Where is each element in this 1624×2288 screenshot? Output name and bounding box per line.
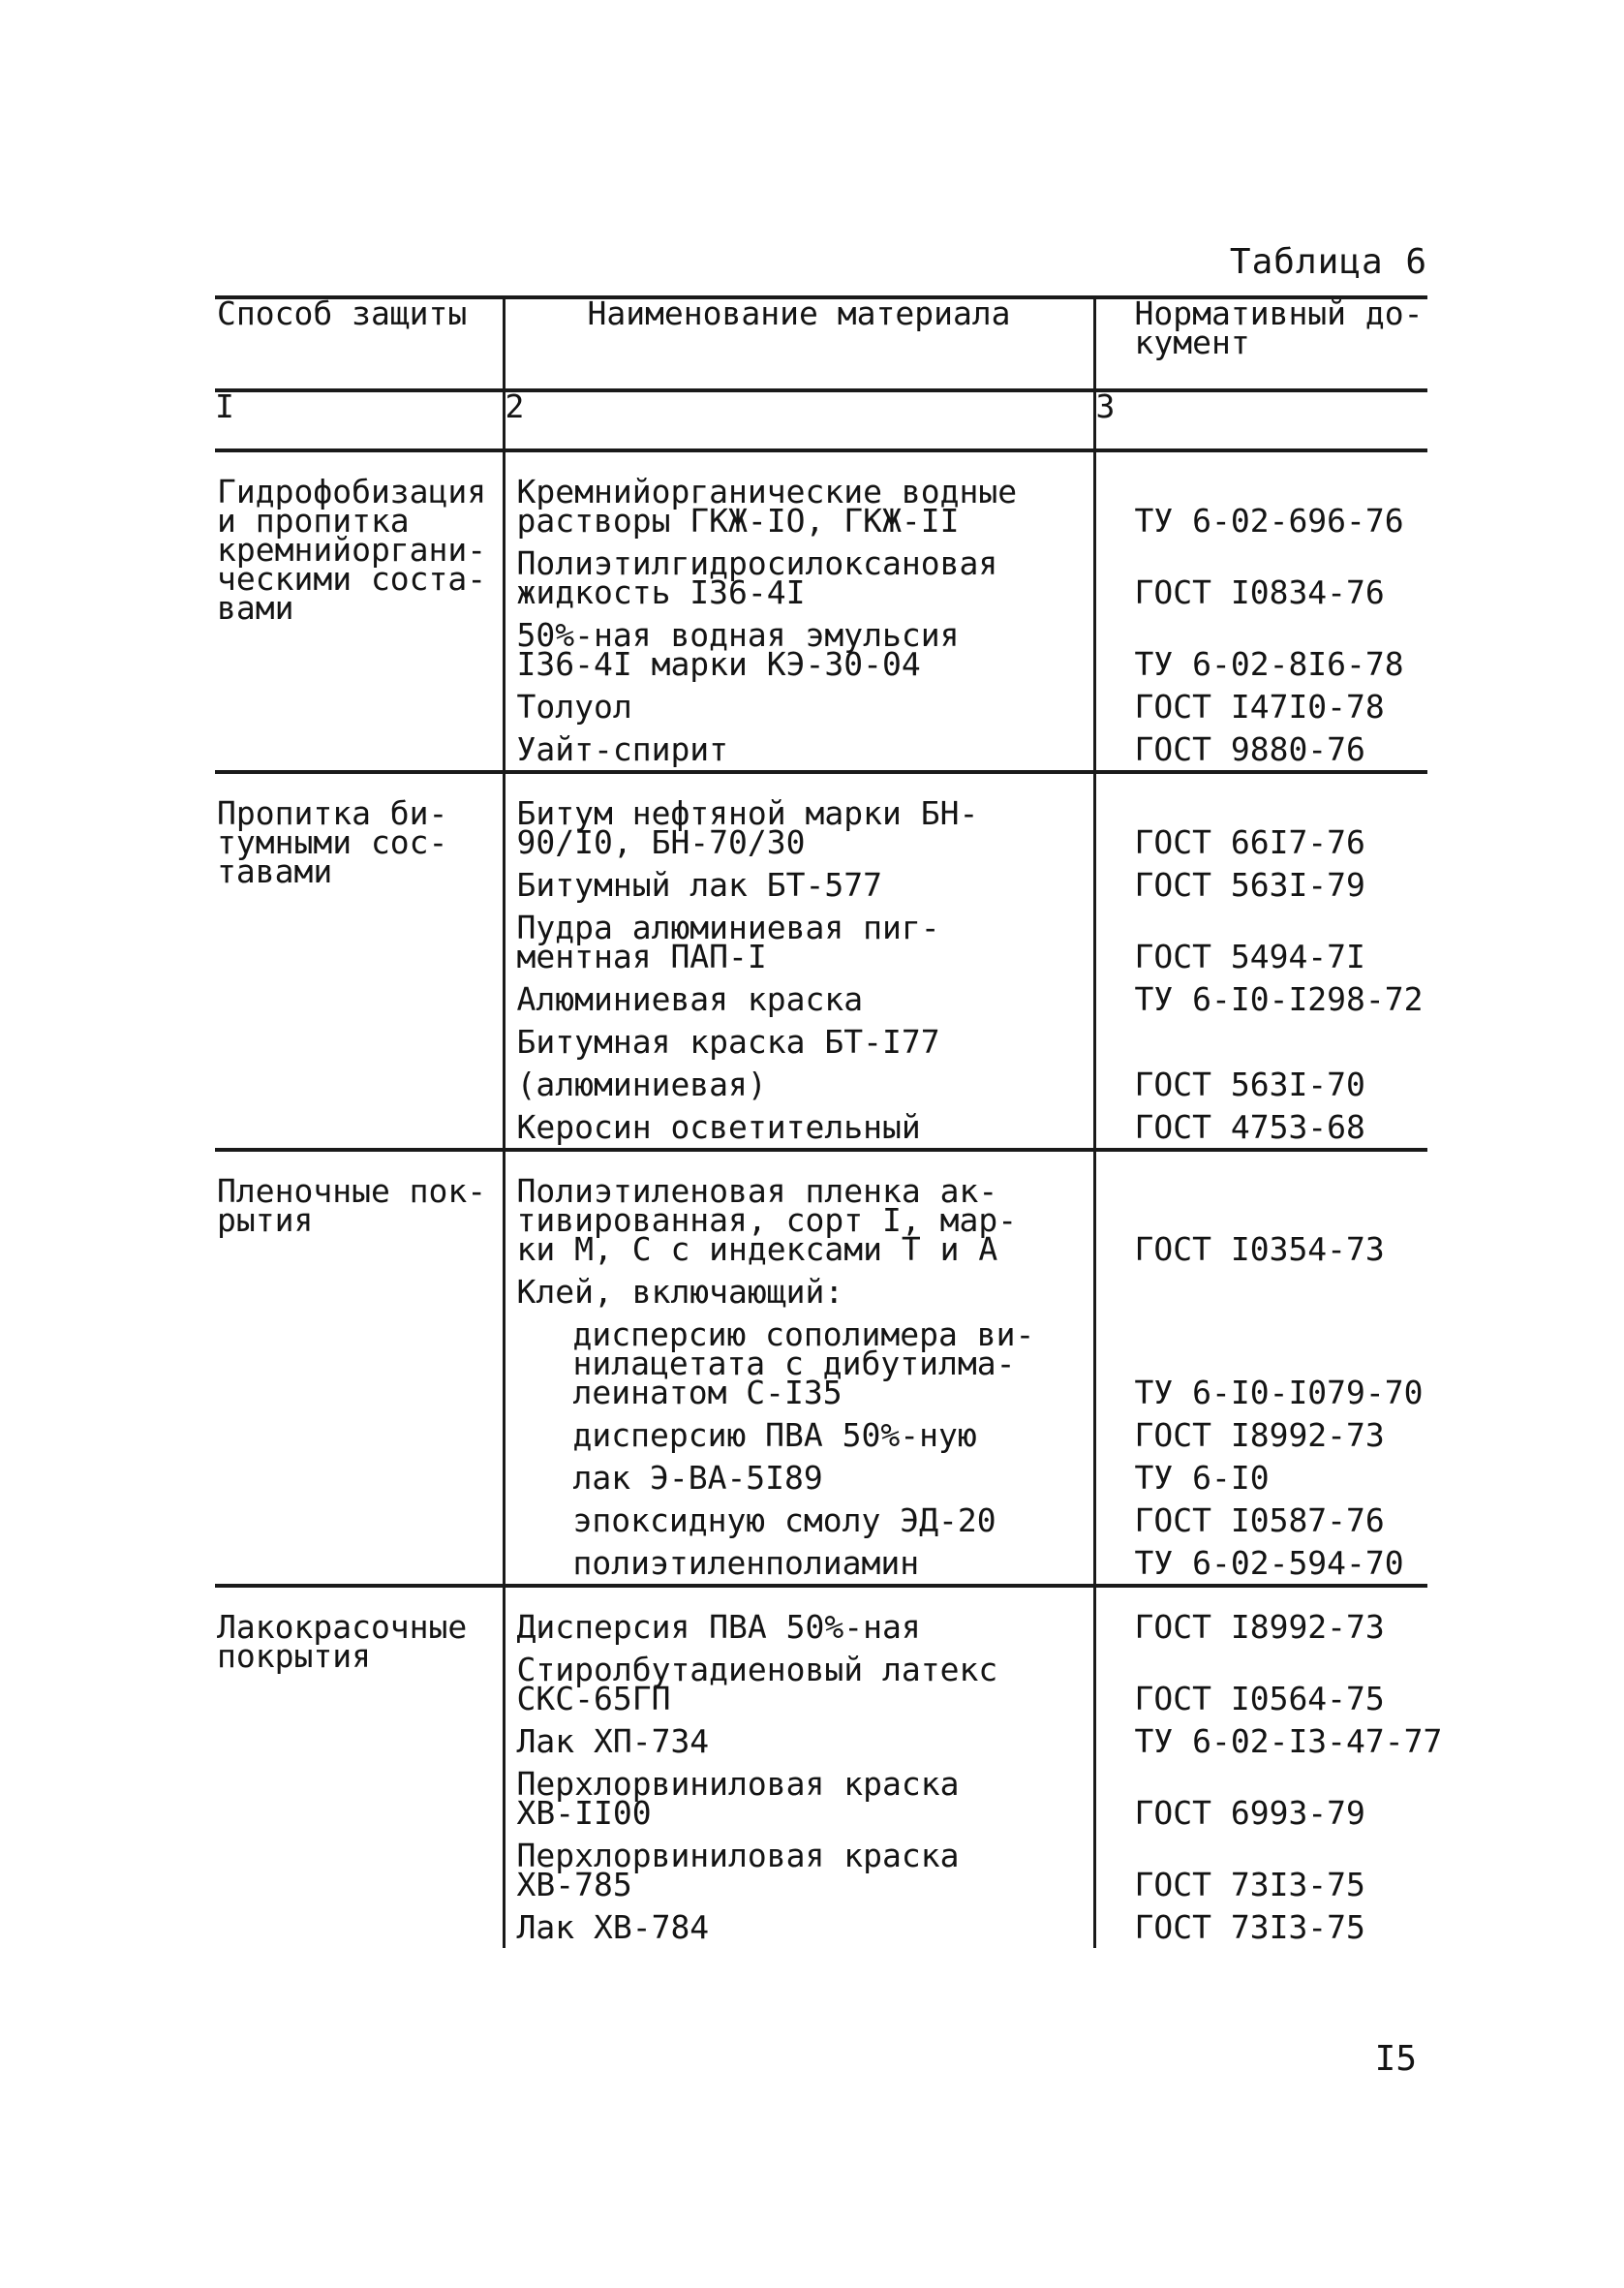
material-item: [517, 1315, 1080, 1411]
column-number: I: [215, 390, 504, 450]
table-caption: Таблица 6: [1229, 242, 1427, 282]
material-item: [516, 794, 1080, 861]
normative-doc-text: ГОСТ I47I0-78: [1134, 688, 1385, 726]
material-text-line: Толуол: [516, 688, 632, 726]
material-text-line: Полиэтиленовая пленка ак-: [516, 1172, 998, 1210]
material-item: [516, 1837, 1080, 1903]
material-text-line: Битумная краска БТ-I77: [516, 1023, 940, 1061]
material-item: [516, 473, 1080, 540]
header-protection-method: Способ защиты: [215, 297, 504, 390]
material-text-line: ХВ-785: [516, 1866, 632, 1903]
normative-doc-text: ТУ 6-I0: [1134, 1459, 1270, 1497]
material-item: [516, 544, 1080, 611]
material-item: [516, 980, 1080, 1018]
material-text-line: СКС-65ГП: [516, 1680, 671, 1717]
method-text-line: Лакокрасочные: [217, 1608, 468, 1646]
normative-doc-text: ГОСТ 9880-76: [1134, 730, 1365, 768]
normative-doc-text: ГОСТ 5494-7I: [1134, 938, 1365, 975]
normative-doc-item: [1134, 1416, 1428, 1454]
normative-doc-text: ГОСТ I8992-73: [1134, 1608, 1385, 1646]
page-number: I5: [1374, 2039, 1417, 2079]
normative-doc-text: ТУ 6-02-I3-47-77: [1134, 1722, 1443, 1760]
material-item: [516, 730, 1080, 768]
material-item: [516, 1273, 1080, 1311]
normative-doc-item: [1134, 478, 1428, 540]
normative-doc-cell: [1094, 772, 1427, 1150]
material-text-line: 50%-ная водная эмульсия: [516, 616, 960, 654]
normative-doc-text: ТУ 6-02-8I6-78: [1134, 645, 1404, 683]
material-text-line: жидкость I36-4I: [516, 573, 806, 611]
normative-doc-item: [1134, 730, 1428, 768]
material-text-line: Стиролбутадиеновый латекс: [516, 1651, 998, 1688]
table-group-row: [215, 1586, 1427, 1948]
material-text-line: Кремнийорганические водные: [516, 473, 1018, 510]
material-item: [517, 1501, 1080, 1539]
material-text-line: ки М, С с индексами Т и А: [516, 1230, 998, 1268]
material-text-line: Битумный лак БТ-577: [516, 866, 882, 904]
normative-doc-item: [1134, 1501, 1428, 1539]
normative-doc-text: ГОСТ 563I-79: [1134, 866, 1365, 904]
material-cell: [504, 1586, 1094, 1948]
normative-doc-item: [1134, 621, 1428, 683]
material-text-line: дисперсию ПВА 50%-ную: [572, 1416, 977, 1454]
material-cell: [504, 772, 1094, 1150]
normative-doc-cell: [1094, 450, 1427, 772]
normative-doc-item: [1134, 1655, 1428, 1717]
material-item: [516, 1908, 1080, 1946]
method-text-line: вами: [217, 589, 294, 627]
material-text-line: Дисперсия ПВА 50%-ная: [516, 1608, 921, 1646]
material-text-line: Уайт-спирит: [516, 730, 729, 768]
normative-doc-text: ГОСТ I0354-73: [1134, 1230, 1385, 1268]
header-doc-line1: Нормативный до-: [1134, 294, 1424, 332]
column-number: 2: [504, 390, 1094, 450]
normative-doc-text: ТУ 6-I0-I079-70: [1134, 1374, 1424, 1411]
material-text-line: тивированная, сорт I, мар-: [516, 1201, 1018, 1239]
material-text-line: 90/I0, БН-70/30: [516, 823, 806, 861]
material-item: [517, 1544, 1080, 1582]
protection-method-cell: [215, 772, 504, 1150]
material-text-line: Перхлорвиниловая краска: [516, 1837, 960, 1874]
material-text-line: эпоксидную смолу ЭД-20: [572, 1501, 996, 1539]
material-text-line: дисперсию сополимера ви-: [572, 1315, 1035, 1353]
material-text-line: Клей, включающий:: [516, 1273, 844, 1311]
method-text-line: и пропитка: [217, 502, 410, 540]
material-text-line: ХВ-II00: [516, 1794, 652, 1832]
normative-doc-text: ТУ 6-I0-I298-72: [1134, 980, 1424, 1018]
material-item: [516, 1108, 1080, 1146]
material-text-line: Битум нефтяной марки БН-: [516, 794, 979, 832]
material-cell: [504, 1150, 1094, 1586]
normative-doc-item: [1134, 1459, 1428, 1497]
material-text-line: Керосин осветительный: [516, 1108, 921, 1146]
normative-doc-item: [1134, 1908, 1428, 1946]
material-text-line: леинатом С-I35: [572, 1374, 843, 1411]
material-text-line: растворы ГКЖ-IO, ГКЖ-II: [516, 502, 960, 540]
material-item: [516, 616, 1080, 683]
normative-doc-cell: [1094, 1150, 1427, 1586]
material-text-line: полиэтиленполиамин: [572, 1544, 920, 1582]
material-text-line: Алюминиевая краска: [516, 980, 864, 1018]
material-item: [517, 1416, 1080, 1454]
material-text-line: Перхлорвиниловая краска: [516, 1765, 960, 1803]
method-text-line: тавами: [217, 852, 333, 890]
normative-doc-item: [1134, 866, 1428, 904]
header-normative-document: [1094, 294, 1427, 390]
normative-doc-item: [1134, 1177, 1428, 1268]
normative-doc-text: ГОСТ I0834-76: [1134, 573, 1385, 611]
material-text-line: лак Э-ВА-5I89: [572, 1459, 823, 1497]
normative-doc-item: [1134, 1320, 1428, 1411]
material-text-line: нилацетата с дибутилма-: [572, 1345, 1016, 1382]
normative-doc-text: ГОСТ I0564-75: [1134, 1680, 1385, 1717]
material-text-line: ментная ПАП-I: [516, 938, 767, 975]
material-text-line: Полиэтилгидросилоксановая: [516, 544, 998, 582]
material-cell: [504, 450, 1094, 772]
normative-doc-text: ГОСТ 563I-70: [1134, 1066, 1365, 1103]
header-doc-line2: кумент: [1134, 324, 1250, 361]
header-material-name: Наименование материала: [504, 297, 1094, 390]
normative-doc-text: ТУ 6-02-696-76: [1134, 502, 1404, 540]
normative-doc-item: [1134, 688, 1428, 726]
material-item: [516, 1023, 1080, 1061]
normative-doc-text: ТУ 6-02-594-70: [1134, 1544, 1404, 1582]
table-header-row: [215, 297, 1427, 390]
material-item: [517, 1459, 1080, 1497]
method-text-line: ческими соста-: [217, 560, 487, 598]
protection-method-cell: [215, 1586, 504, 1948]
method-text-line: кремнийоргани-: [217, 531, 487, 569]
material-item: [516, 1722, 1080, 1760]
normative-doc-item: [1135, 1028, 1428, 1057]
normative-doc-item: [1134, 1108, 1428, 1146]
material-item: [516, 1608, 1080, 1646]
normative-doc-item: [1134, 1841, 1428, 1903]
normative-doc-item: [1134, 1608, 1428, 1646]
material-text-line: Лак ХВ-784: [516, 1908, 710, 1946]
material-item: [516, 866, 1080, 904]
normative-doc-item: [1135, 1278, 1428, 1307]
table-group-row: [215, 772, 1427, 1150]
materials-table-container: [215, 294, 1443, 1948]
table-group-row: [215, 1150, 1427, 1586]
normative-doc-item: [1134, 549, 1428, 611]
normative-doc-text: ГОСТ I8992-73: [1134, 1416, 1385, 1454]
normative-doc-text: ГОСТ 4753-68: [1134, 1108, 1365, 1146]
normative-doc-text: ГОСТ 66I7-76: [1134, 823, 1365, 861]
method-text-line: Гидрофобизация: [217, 473, 487, 510]
material-item: [516, 1651, 1080, 1717]
normative-doc-text: ГОСТ 6993-79: [1134, 1794, 1365, 1832]
material-text-line: Пудра алюминиевая пиг-: [516, 909, 940, 946]
normative-doc-text: ГОСТ 73I3-75: [1134, 1866, 1365, 1903]
materials-table: [215, 294, 1443, 1948]
material-item: [516, 1765, 1080, 1832]
column-number-row: [215, 390, 1427, 450]
method-text-line: Пленочные пок-: [217, 1172, 487, 1210]
normative-doc-item: [1134, 913, 1428, 975]
material-text-line: (алюминиевая): [516, 1066, 767, 1103]
table-body: [215, 450, 1443, 1948]
method-text-line: тумными сос-: [217, 823, 448, 861]
protection-method-cell: [215, 1150, 504, 1586]
method-text-line: покрытия: [217, 1637, 371, 1675]
method-text-line: рытия: [217, 1201, 314, 1239]
normative-doc-item: [1134, 1066, 1428, 1103]
normative-doc-item: [1134, 1544, 1428, 1582]
material-item: [516, 688, 1080, 726]
material-item: [516, 909, 1080, 975]
material-item: [516, 1172, 1080, 1268]
method-text-line: Пропитка би-: [217, 794, 448, 832]
table-group-row: [215, 450, 1427, 772]
material-text-line: Лак ХП-734: [516, 1722, 710, 1760]
normative-doc-item: [1134, 1770, 1428, 1832]
normative-doc-text: ГОСТ 73I3-75: [1134, 1908, 1365, 1946]
column-number: 3: [1094, 390, 1427, 450]
normative-doc-text: ГОСТ I0587-76: [1134, 1501, 1385, 1539]
normative-doc-item: [1134, 980, 1428, 1018]
normative-doc-item: [1134, 1722, 1443, 1760]
material-item: [516, 1066, 1080, 1103]
normative-doc-item: [1134, 799, 1428, 861]
normative-doc-cell: [1094, 1586, 1443, 1948]
protection-method-cell: [215, 450, 504, 772]
material-text-line: I36-4I марки КЭ-30-04: [516, 645, 921, 683]
